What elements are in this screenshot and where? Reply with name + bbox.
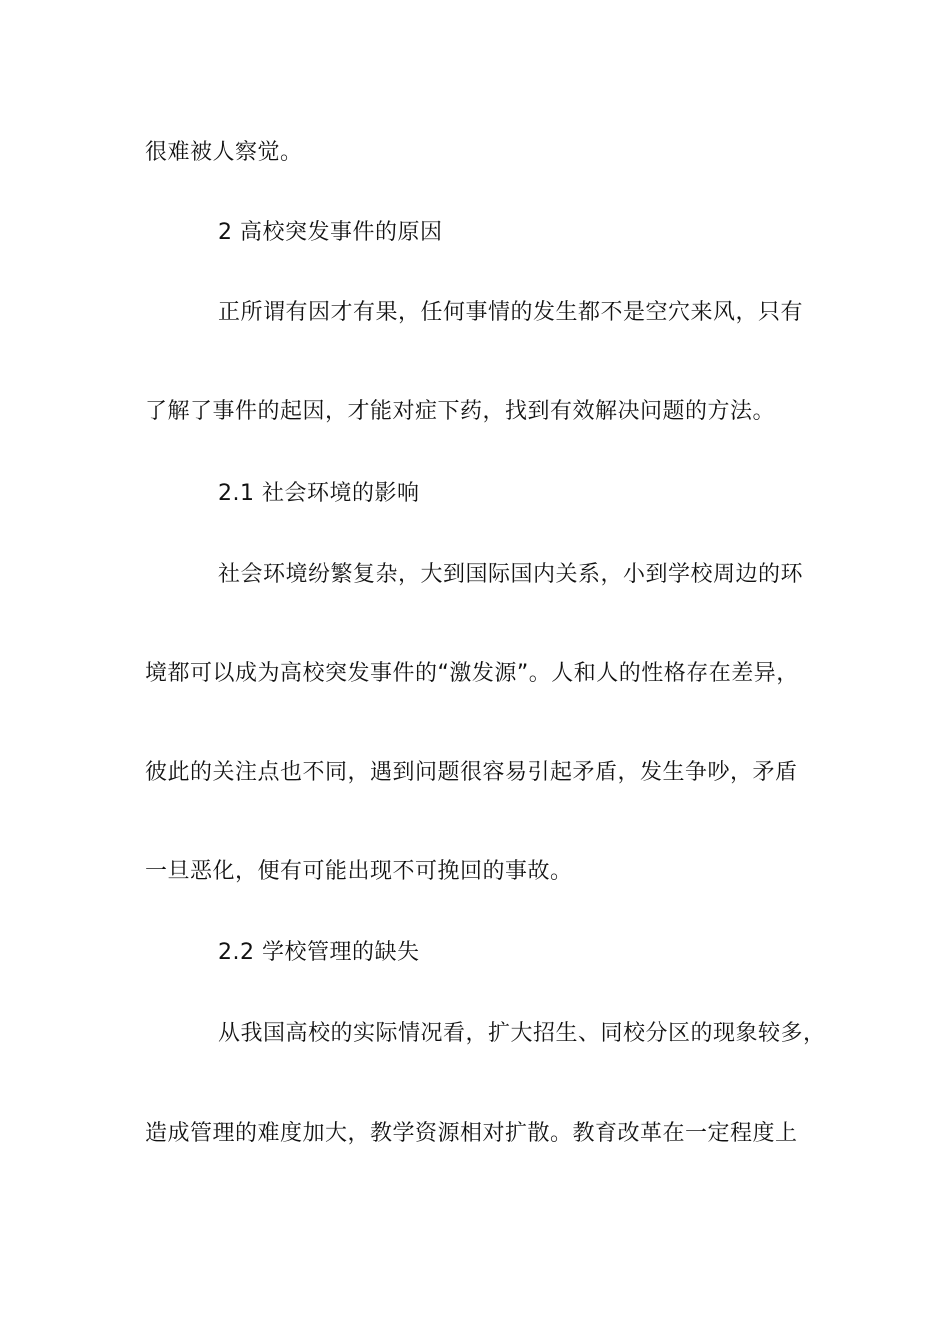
paragraph-line: 境都可以成为高校突发事件的“激发源”。人和人的性格存在差异， xyxy=(145,661,799,686)
paragraph-line: 正所谓有因才有果，任何事情的发生都不是空穴来风，只有 xyxy=(218,300,804,325)
paragraph-line: 造成管理的难度加大，教学资源相对扩散。教育改革在一定程度上 xyxy=(145,1121,798,1146)
paragraph-line: 社会环境纷繁复杂，大到国际国内关系，小到学校周边的环 xyxy=(218,562,804,587)
section-heading-2-2: 2.2 学校管理的缺失 xyxy=(218,940,420,965)
paragraph-line: 彼此的关注点也不同，遇到问题很容易引起矛盾，发生争吵，矛盾 xyxy=(145,760,798,785)
paragraph-continuation-line: 很难被人察觉。 xyxy=(145,140,303,165)
section-heading-2: 2 高校突发事件的原因 xyxy=(218,220,443,245)
paragraph-line: 从我国高校的实际情况看，扩大招生、同校分区的现象较多， xyxy=(218,1021,826,1046)
paragraph-line: 了解了事件的起因，才能对症下药，找到有效解决问题的方法。 xyxy=(145,399,776,424)
paragraph-line: 一旦恶化，便有可能出现不可挽回的事故。 xyxy=(145,859,573,884)
section-heading-2-1: 2.1 社会环境的影响 xyxy=(218,481,420,506)
